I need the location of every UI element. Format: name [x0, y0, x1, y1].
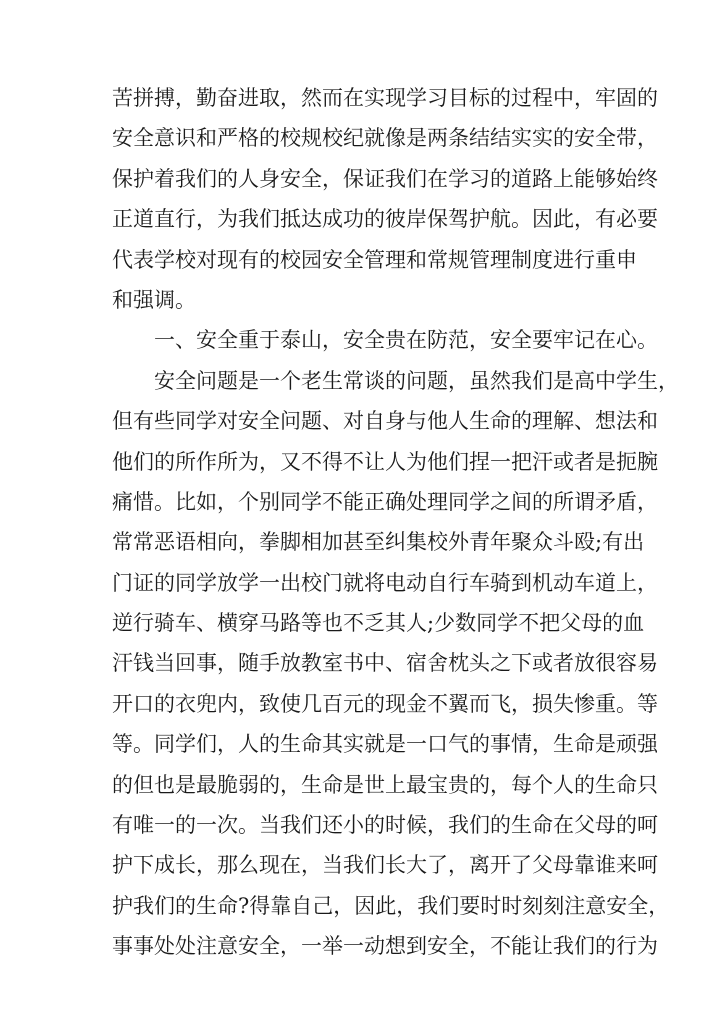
text-line: 常常恶语相向，拳脚相加甚至纠集校外青年聚众斗殴;有出 — [112, 530, 645, 555]
text-line: 护我们的生命?得靠自己，因此，我们要时时刻刻注意安全， — [112, 893, 670, 918]
text-line: 保护着我们的人身安全，保证我们在学习的道路上能够始终 — [112, 166, 658, 191]
body-text — [112, 78, 679, 967]
text-line: 等。同学们，人的生命其实就是一口气的事情，生命是顽强 — [112, 732, 658, 757]
text-line: 但有些同学对安全问题、对自身与他人生命的理解、想法和 — [112, 409, 658, 434]
text-line: 正道直行，为我们抵达成功的彼岸保驾护航。因此，有必要 — [112, 207, 658, 232]
text-line: 有唯一的一次。当我们还小的时候，我们的生命在父母的呵 — [112, 813, 658, 838]
text-line: 护下成长，那么现在，当我们长大了，离开了父母靠谁来呵 — [112, 853, 658, 878]
text-line: 苦拼搏，勤奋进取，然而在实现学习目标的过程中，牢固的 — [112, 86, 658, 110]
text-line: 和强调。 — [112, 287, 196, 312]
text-line: 的但也是最脆弱的，生命是世上最宝贵的，每个人的生命只 — [112, 772, 658, 797]
text-line: 事事处处注意安全，一举一动想到安全，不能让我们的行为 — [112, 934, 658, 959]
text-line: 他们的所作所为，又不得不让人为他们捏一把汗或者是扼腕 — [112, 449, 658, 474]
section-heading: 一、安全重于泰山，安全贵在防范，安全要牢记在心。 — [112, 328, 658, 353]
text-line: 开口的衣兜内，致使几百元的现金不翼而飞，损失惨重。等 — [112, 691, 658, 716]
text-line: 汗钱当回事，随手放教室书中、宿舍枕头之下或者放很容易 — [112, 651, 658, 676]
text-line: 安全问题是一个老生常谈的问题，虽然我们是高中学生， — [112, 368, 679, 393]
text-line: 门证的同学放学一出校门就将电动自行车骑到机动车道上， — [112, 570, 658, 595]
text-line: 痛惜。比如，个别同学不能正确处理同学之间的所谓矛盾， — [112, 489, 658, 514]
text-line: 逆行骑车、横穿马路等也不乏其人;少数同学不把父母的血 — [112, 611, 645, 636]
text-line: 安全意识和严格的校规校纪就像是两条结结实实的安全带， — [112, 126, 658, 151]
text-line: 代表学校对现有的校园安全管理和常规管理制度进行重申 — [112, 247, 637, 272]
